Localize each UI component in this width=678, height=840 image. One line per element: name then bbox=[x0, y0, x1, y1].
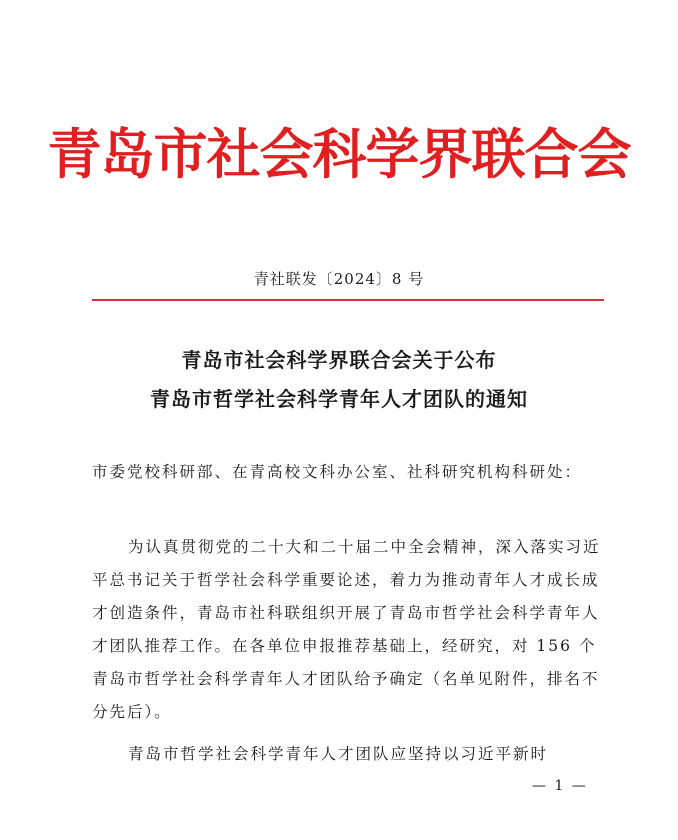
addressee: 市委党校科研部、在青高校文科办公室、社科研究机构科研处： bbox=[92, 463, 583, 481]
page-number: — 1 — bbox=[532, 778, 588, 794]
document-number: 青社联发〔2024〕8 号 bbox=[253, 270, 425, 288]
body-paragraph-1: 为认真贯彻党的二十大和二十届二中全会精神，深入落实习近平总书记关于哲学社会科学重要论述，着力为推动青年人才成长成才创造条件，青岛市社科联组织开展了青岛市哲学社会科学青年人才团队推荐工作。在各单位申报推荐基础上，经研究，对 156 个青岛市哲学社会科学青年人才团队给予确定（名单见附件，排名不分先后）。 bbox=[92, 538, 601, 721]
header-divider bbox=[92, 299, 604, 301]
org-header: 青岛市社会科学界联合会 bbox=[47, 122, 631, 186]
document-title-line-1: 青岛市社会科学界联合会关于公布 bbox=[181, 348, 497, 372]
body-paragraph-2: 青岛市哲学社会科学青年人才团队应坚持以习近平新时 bbox=[128, 745, 549, 763]
document-title-line-2: 青岛市哲学社会科学青年人才团队的通知 bbox=[150, 387, 528, 411]
